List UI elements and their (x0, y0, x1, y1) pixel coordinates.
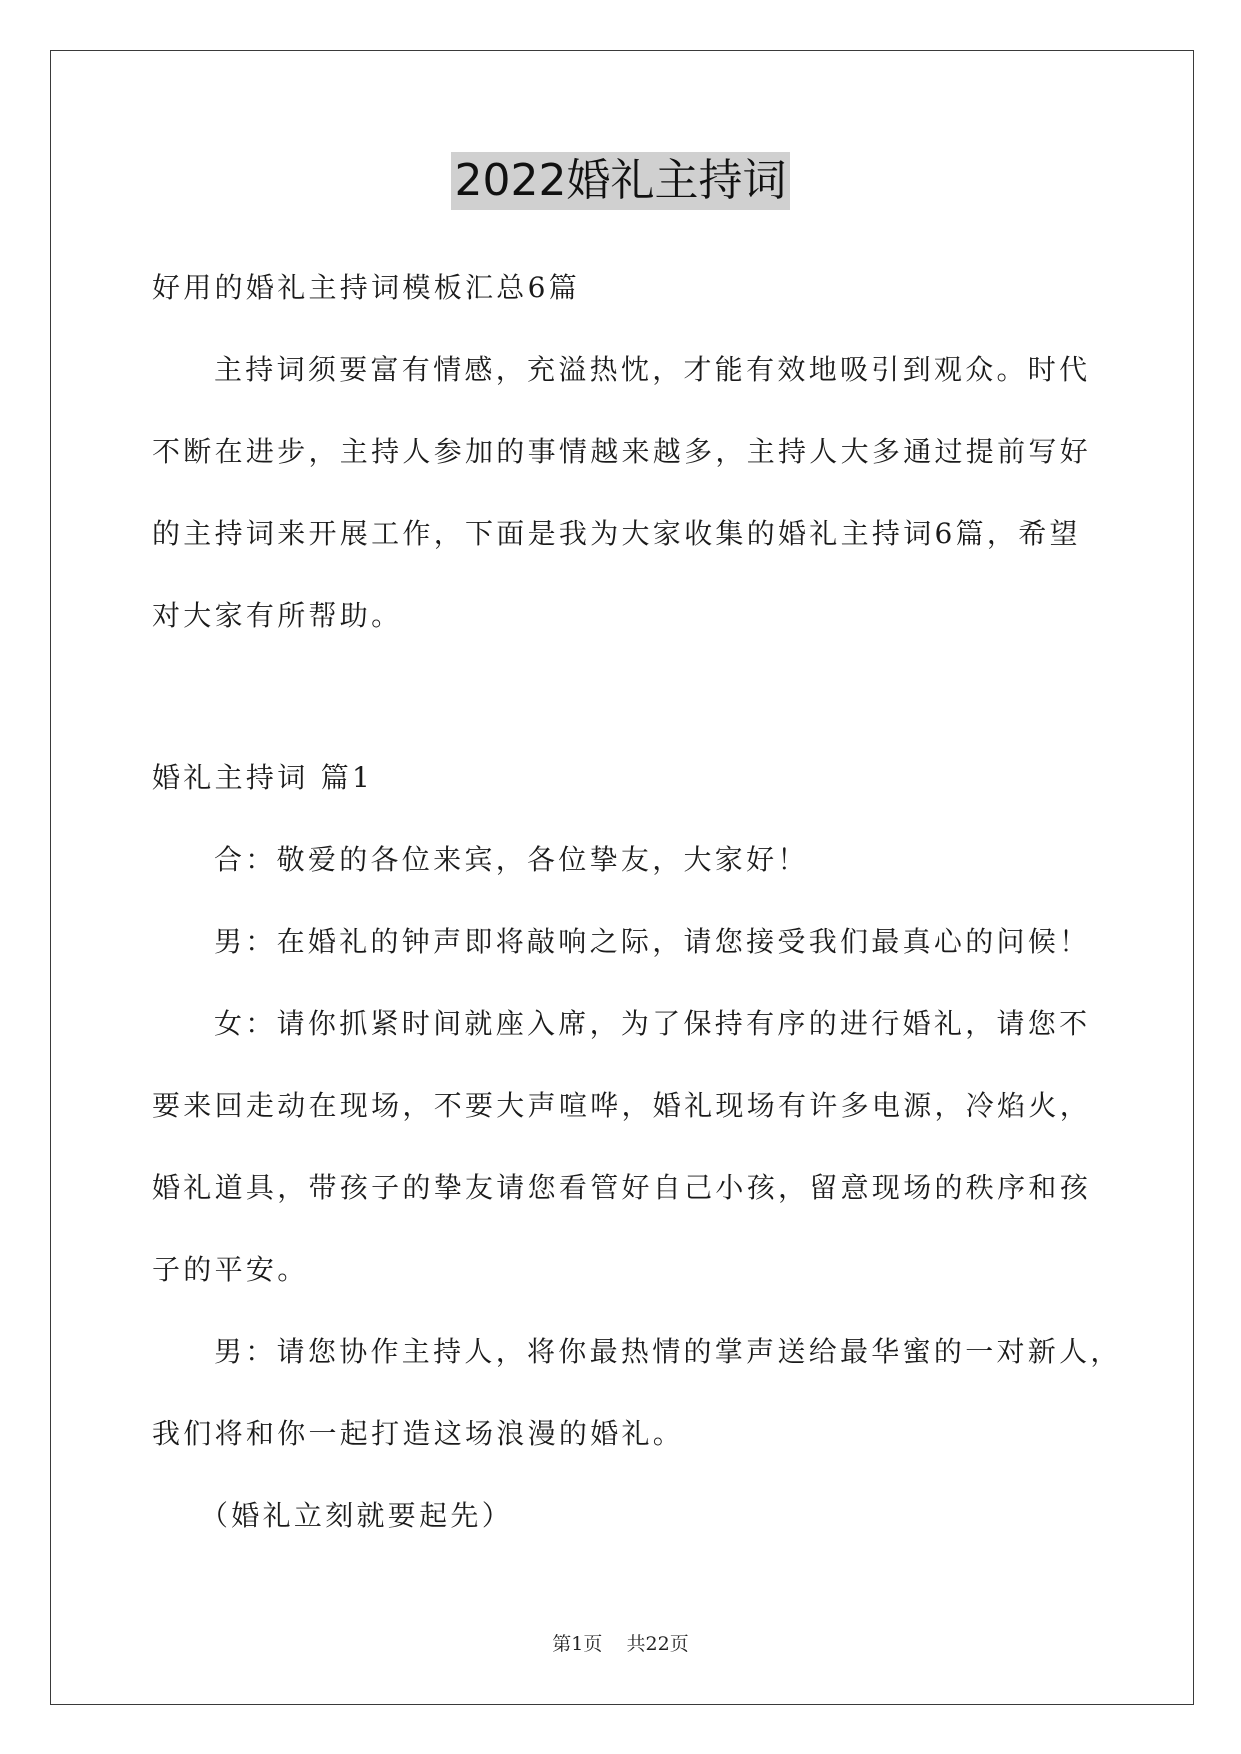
document-subtitle: 好用的婚礼主持词模板汇总6篇 (152, 271, 581, 304)
intro-line-2: 不断在进步，主持人参加的事情越来越多，主持人大多通过提前写好 (152, 435, 1092, 468)
section-heading: 婚礼主持词 篇1 (152, 761, 374, 794)
intro-line-1: 主持词须要富有情感，充溢热忱，才能有效地吸引到观众。时代 (214, 353, 1091, 386)
page-number: 第1页 共22页 (552, 1633, 689, 1655)
paragraph-line: 子的平安。 (152, 1253, 309, 1286)
stage-note: （婚礼立刻就要起先） (200, 1499, 514, 1532)
paragraph-line: 合：敬爱的各位来宾，各位挚友，大家好！ (214, 843, 809, 876)
paragraph-line: 男：在婚礼的钟声即将敲响之际，请您接受我们最真心的问候！ (214, 925, 1091, 958)
paragraph-line: 男：请您协作主持人，将你最热情的掌声送给最华蜜的一对新人， (214, 1335, 1122, 1368)
document-title: 2022婚礼主持词 (451, 152, 791, 210)
intro-line-3: 的主持词来开展工作，下面是我为大家收集的婚礼主持词6篇，希望 (152, 517, 1081, 550)
title-container (0, 152, 1241, 210)
intro-line-4: 对大家有所帮助。 (152, 599, 403, 632)
page-number-footer (0, 1632, 1241, 1656)
paragraph-line: 我们将和你一起打造这场浪漫的婚礼。 (152, 1417, 685, 1450)
paragraph-line: 婚礼道具，带孩子的挚友请您看管好自己小孩，留意现场的秩序和孩 (152, 1171, 1092, 1204)
paragraph-line: 女：请你抓紧时间就座入席，为了保持有序的进行婚礼，请您不 (214, 1007, 1091, 1040)
paragraph-line: 要来回走动在现场，不要大声喧哗，婚礼现场有许多电源，冷焰火， (152, 1089, 1092, 1122)
